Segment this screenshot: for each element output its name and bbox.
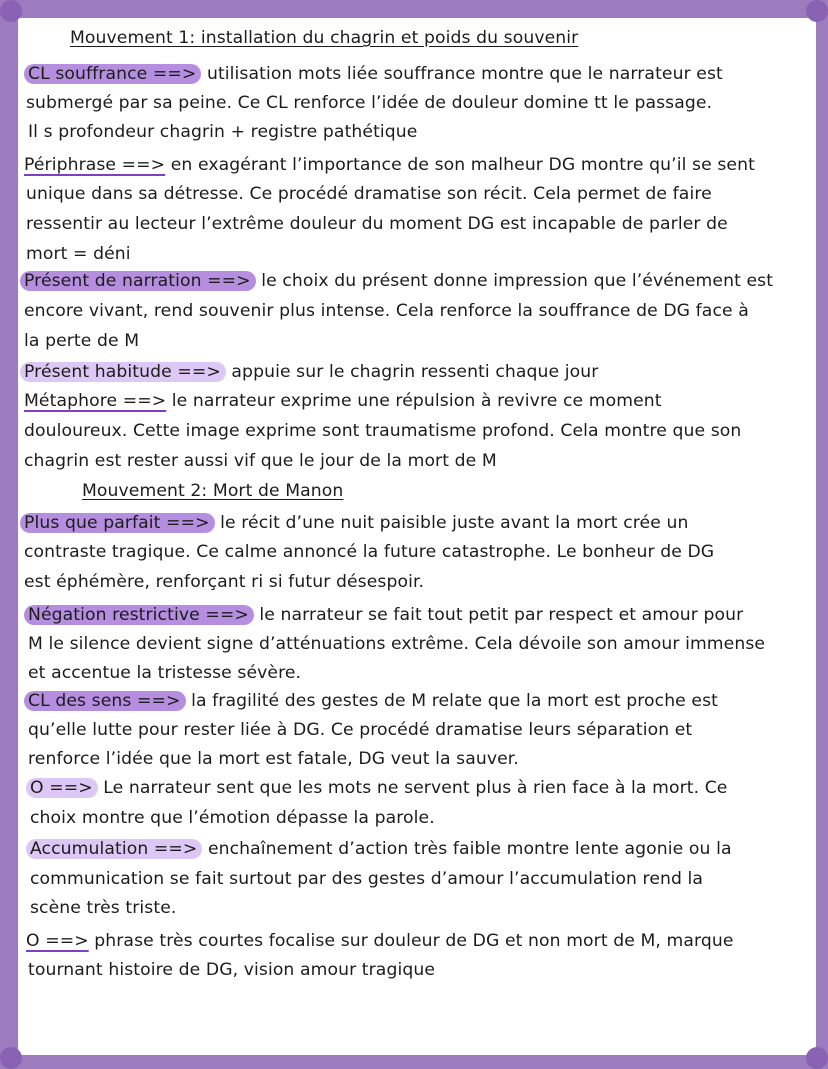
heading-mouvement-1: Mouvement 1: installation du chagrin et poids du souvenir <box>70 28 579 48</box>
entry-line: contraste tragique. Ce calme annoncé la future catastrophe. Le bonheur de DG <box>24 542 715 562</box>
entry-line <box>24 154 755 176</box>
entry-line: et accentue la tristesse sévère. <box>28 663 302 683</box>
term-label: Métaphore ==> <box>24 391 167 411</box>
entry-line <box>24 604 743 626</box>
entry-text: enchaînement d’action très faible montre lente agonie ou la <box>202 839 732 859</box>
frame-corner <box>806 0 828 22</box>
term-label: O ==> <box>26 778 98 798</box>
entry-line: encore vivant, rend souvenir plus intense. Cela renforce la souffrance de DG face à <box>24 301 749 321</box>
entry-line <box>24 390 662 412</box>
entry-line: est éphémère, renforçant ri si futur désespoir. <box>24 572 425 592</box>
frame-right-border <box>816 0 828 1069</box>
entry-line <box>20 270 773 292</box>
term-label: Présent habitude ==> <box>20 362 226 382</box>
entry-line: renforce l’idée que la mort est fatale, DG veut la sauver. <box>28 749 519 769</box>
entry-line: ressentir au lecteur l’extrême douleur du moment DG est incapable de parler de <box>26 214 728 234</box>
entry-line: tournant histoire de DG, vision amour tragique <box>28 960 436 980</box>
frame-corner <box>0 1047 22 1069</box>
entry-text: la fragilité des gestes de M relate que la mort est proche est <box>185 691 718 711</box>
entry-line: qu’elle lutte pour rester liée à DG. Ce procédé dramatise leurs séparation et <box>28 720 693 740</box>
term-label: Accumulation ==> <box>26 839 202 859</box>
heading-mouvement-2: Mouvement 2: Mort de Manon <box>82 481 344 501</box>
entry-line: Il s profondeur chagrin + registre pathétique <box>28 122 418 142</box>
entry-line <box>26 838 732 860</box>
entry-line <box>24 63 723 85</box>
frame-top-border <box>0 0 828 18</box>
entry-line: choix montre que l’émotion dépasse la parole. <box>30 808 435 828</box>
entry-line: M le silence devient signe d’atténuations extrême. Cela dévoile son amour immense <box>28 634 766 654</box>
entry-line <box>26 777 728 799</box>
term-label: Négation restrictive ==> <box>24 605 254 625</box>
entry-line: la perte de M <box>24 331 140 351</box>
entry-text: le choix du présent donne impression que l’événement est <box>255 271 774 291</box>
entry-text: phrase très courtes focalise sur douleur de DG et non mort de M, marque <box>88 931 734 951</box>
frame-corner <box>0 0 22 22</box>
term-label: Périphrase ==> <box>24 155 166 175</box>
term-label: O ==> <box>26 931 89 951</box>
frame-corner <box>806 1047 828 1069</box>
entry-text: le récit d’une nuit paisible juste avant la mort crée un <box>214 513 689 533</box>
frame-bottom-border <box>0 1055 828 1069</box>
entry-text: le narrateur se fait tout petit par respect et amour pour <box>253 605 744 625</box>
entry-line: communication se fait surtout par des gestes d’amour l’accumulation rend la <box>30 869 704 889</box>
entry-line <box>20 512 688 534</box>
entry-line <box>24 690 718 712</box>
entry-line: chagrin est rester aussi vif que le jour de la mort de M <box>24 451 497 471</box>
entry-line: scène très triste. <box>30 898 177 918</box>
entry-text: en exagérant l’importance de son malheur DG montre qu’il se sent <box>165 155 755 175</box>
frame-left-border <box>0 0 18 1069</box>
entry-line <box>26 930 734 952</box>
entry-line: unique dans sa détresse. Ce procédé dramatise son récit. Cela permet de faire <box>26 184 712 204</box>
term-label: Plus que parfait ==> <box>20 513 215 533</box>
entry-text: appuie sur le chagrin ressenti chaque jour <box>225 362 599 382</box>
entry-text: le narrateur exprime une répulsion à revivre ce moment <box>166 391 662 411</box>
entry-line <box>20 361 598 383</box>
entry-line: mort = déni <box>26 244 131 264</box>
entry-text: Le narrateur sent que les mots ne servent plus à rien face à la mort. Ce <box>97 778 728 798</box>
term-label: CL des sens ==> <box>24 691 186 711</box>
term-label: CL souffrance ==> <box>24 64 201 84</box>
entry-line: douloureux. Cette image exprime sont traumatisme profond. Cela montre que son <box>24 421 742 441</box>
term-label: Présent de narration ==> <box>20 271 256 291</box>
entry-line: submergé par sa peine. Ce CL renforce l’idée de douleur domine tt le passage. <box>26 93 713 113</box>
entry-text: utilisation mots liée souffrance montre que le narrateur est <box>201 64 723 84</box>
